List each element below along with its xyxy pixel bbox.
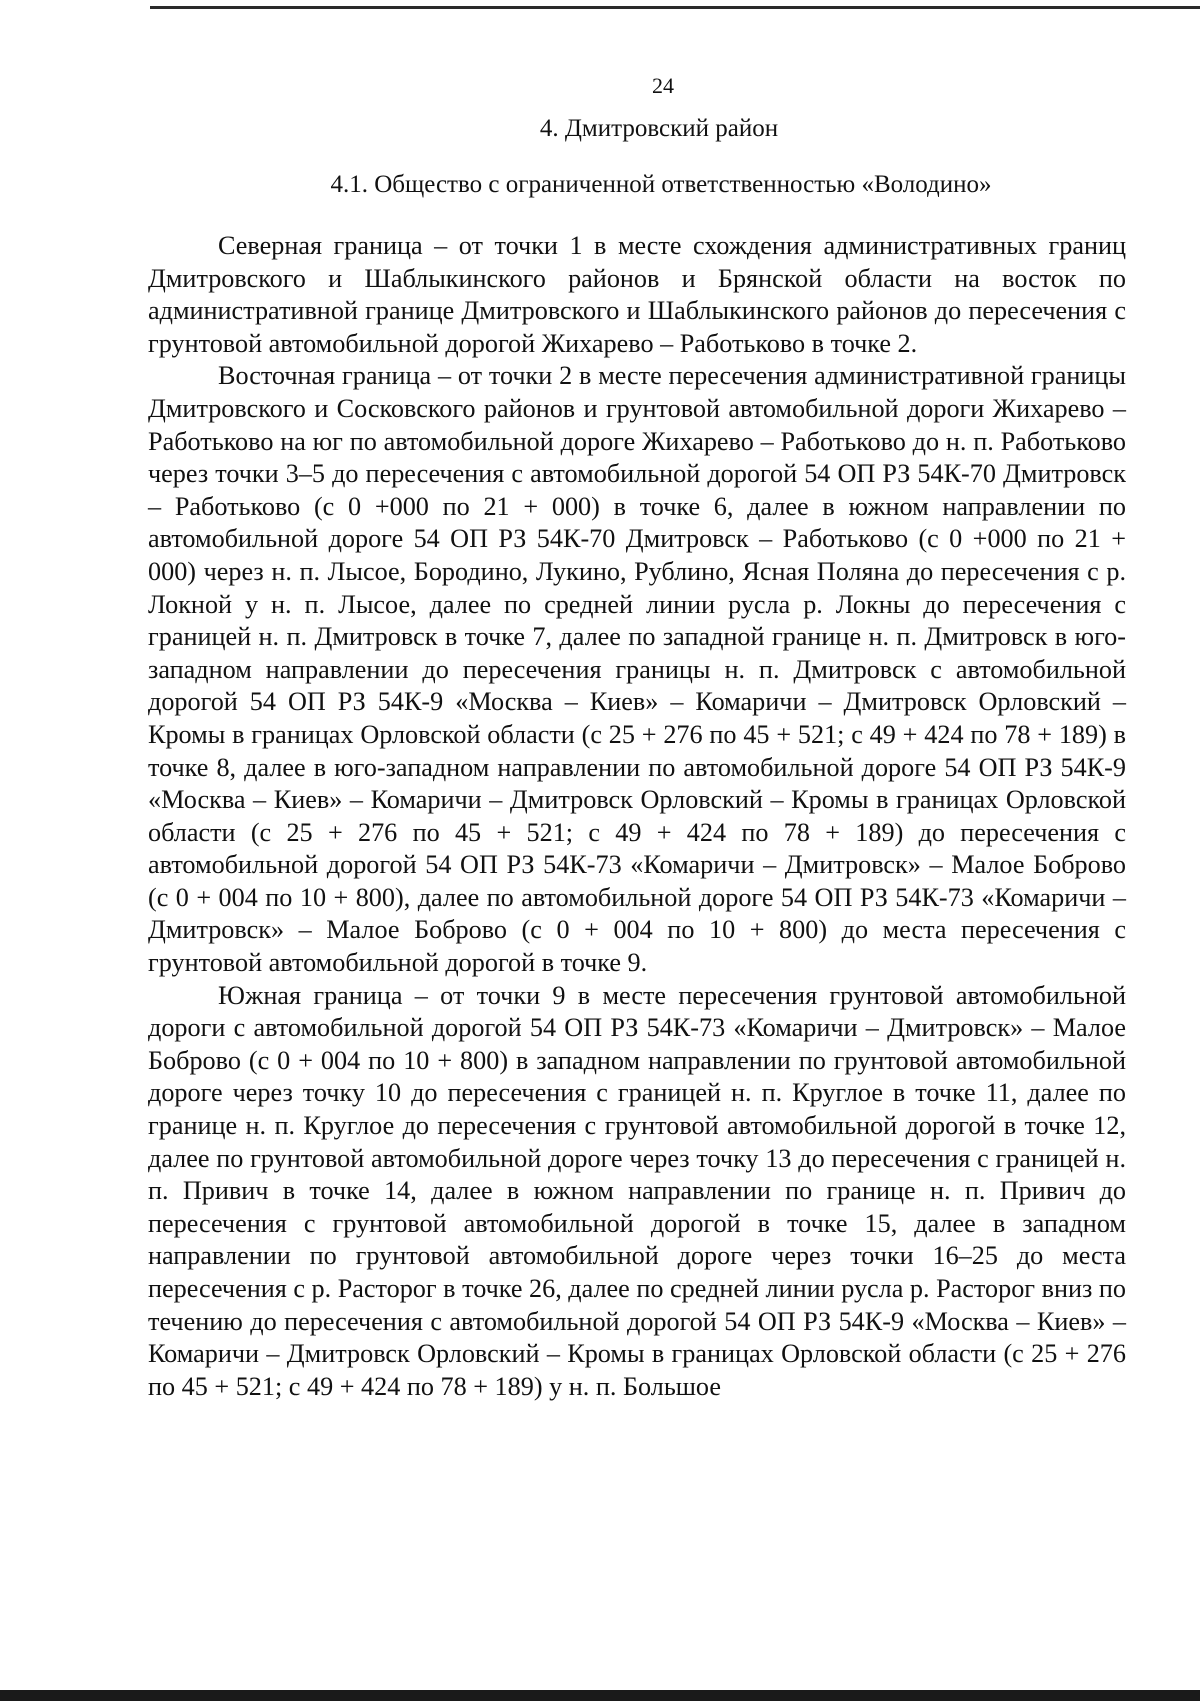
section-title: 4. Дмитровский район xyxy=(539,115,779,142)
scan-border-bottom xyxy=(0,1690,1200,1701)
eastern-boundary-paragraph: Восточная граница – от точки 2 в месте пересечения административной границы Дмитровского и Сосковского районов и грунтовой автомобильной дороги Жихарево – Работьково на юг по автомобильной дороге Жихарево – Работьково до н. п. Работьково через точки 3–5 до пересечения с автомобильной дорогой 54 ОП РЗ 54К-70 Дмитровск – Работьково (с 0 +000 по 21 + 000) в точке 6, далее в южном направлении по автомобильной дороге 54 ОП РЗ 54К-70 Дмитровск – Работьково (с 0 +000 по 21 + 000) через н. п. Лысое, Бородино, Лукино, Рублино, Ясная Поляна до пересечения с р. Локной у н. п. Лысое, далее по средней линии русла р. Локны до пересечения с границей н. п. Дмитровск в точке 7, далее по западной границе н. п. Дмитровск в юго-западном направлении до пересечения границы н. п. Дмитровск с автомобильной дорогой 54 ОП РЗ 54К-9 «Москва – Киев» – Комаричи – Дмитровск Орловский – Кромы в границах Орловской области (с 25 + 276 по 45 + 521; с 49 + 424 по 78 + 189) в точке 8, далее в юго-западном направлении по автомобильной дороге 54 ОП РЗ 54К-9 «Москва – Киев» – Комаричи – Дмитровск Орловский – Кромы в границах Орловской области (с 25 + 276 по 45 + 521; с 49 + 424 по 78 + 189) до пересечения с автомобильной дорогой 54 ОП РЗ 54К-73 «Комаричи – Дмитровск» – Малое Боброво (с 0 + 004 по 10 + 800), далее по автомобильной дороге 54 ОП РЗ 54К-73 «Комаричи – Дмитровск» – Малое Боброво (с 0 + 004 по 10 + 800) до места пересечения с грунтовой автомобильной дорогой в точке 9. xyxy=(148,361,1126,978)
northern-boundary-paragraph: Северная граница – от точки 1 в месте схождения административных границ Дмитровского и Шаблыкинского районов и Брянской области на восток по административной границе Дмитровского и Шаблыкинского районов до пересечения с грунтовой автомобильной дорогой Жихарево – Работьково в точке 2. xyxy=(148,231,1126,358)
page-number: 24 xyxy=(652,73,674,98)
subsection-title: 4.1. Общество с ограниченной ответственностью «Володино» xyxy=(330,171,992,198)
document-page xyxy=(148,70,1126,1403)
scan-border-top xyxy=(150,6,1200,9)
southern-boundary-paragraph: Южная граница – от точки 9 в месте пересечения грунтовой автомобильной дороги с автомобильной дорогой 54 ОП РЗ 54К-73 «Комаричи – Дмитровск» – Малое Боброво (с 0 + 004 по 10 + 800) в западном направлении по грунтовой автомобильной дороге через точку 10 до пересечения с границей н. п. Круглое в точке 11, далее по границе н. п. Круглое до пересечения с грунтовой автомобильной дорогой в точке 12, далее по грунтовой автомобильной дороге через точку 13 до пересечения с границей н. п. Привич в точке 14, далее в южном направлении по границе н. п. Привич до пересечения с грунтовой автомобильной дорогой в точке 15, далее в западном направлении по грунтовой автомобильной дороге через точки 16–25 до места пересечения с р. Расторог в точке 26, далее по средней линии русла р. Расторог вниз по течению до пересечения с автомобильной дорогой 54 ОП РЗ 54К-9 «Москва – Киев» – Комаричи – Дмитровск Орловский – Кромы в границах Орловской области (с 25 + 276 по 45 + 521; с 49 + 424 по 78 + 189) у н. п. Большое xyxy=(148,980,1126,1401)
